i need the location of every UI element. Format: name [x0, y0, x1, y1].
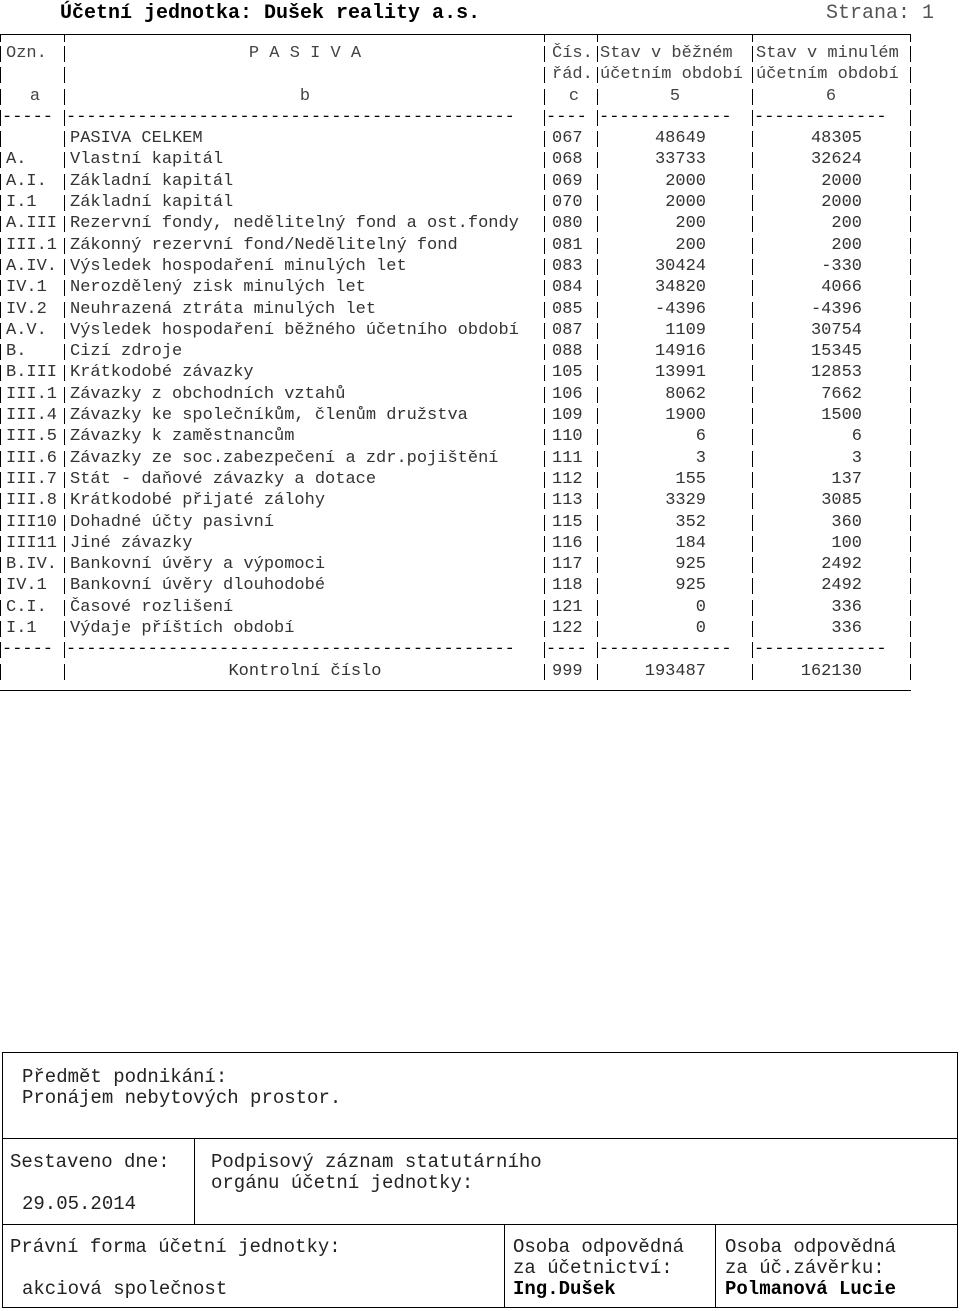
row-name: Bankovní úvěry dlouhodobé — [70, 576, 326, 596]
row-line-number: 117 — [552, 555, 583, 575]
table-separator — [0, 107, 911, 128]
row-code: A. — [6, 150, 27, 170]
separator-dash: ------------- — [599, 640, 732, 660]
row-name: Závazky k zaměstnancům — [70, 427, 295, 447]
closing-person: Polmanová Lucie — [725, 1278, 897, 1300]
table-row — [0, 512, 911, 533]
row-code: III.1 — [6, 235, 58, 255]
table-row — [0, 554, 911, 575]
table-row — [0, 362, 911, 383]
table-row — [0, 426, 911, 447]
control-current-value: 193487 — [644, 661, 706, 681]
row-code: A.IV. — [6, 256, 58, 276]
row-previous-value: -330 — [821, 256, 862, 276]
row-code: III.1 — [6, 384, 58, 404]
table-row — [0, 490, 911, 511]
header-current: Stav v běžném — [600, 44, 733, 63]
row-current-value: 33733 — [654, 150, 706, 170]
row-current-value: 48649 — [654, 129, 706, 149]
row-code: A.V. — [6, 320, 47, 340]
row-current-value: 200 — [675, 235, 706, 255]
table-header-row — [0, 86, 911, 107]
signature-label-2: orgánu účetní jednotky: — [211, 1172, 474, 1194]
accounting-label-2: za účetnictví: — [513, 1257, 673, 1279]
row-name: Základní kapitál — [70, 193, 234, 213]
header-col-6: 6 — [825, 86, 837, 106]
header-pasiva: P A S I V A — [248, 44, 362, 63]
closing-label-1: Osoba odpovědná — [725, 1236, 897, 1258]
row-code: I.1 — [6, 619, 37, 639]
row-previous-value: 3 — [851, 448, 862, 468]
row-line-number: 080 — [552, 214, 583, 234]
control-number-label: Kontrolní číslo — [228, 661, 382, 681]
row-name: Časové rozlišení — [70, 597, 234, 617]
legal-form-value: akciová společnost — [22, 1278, 228, 1300]
row-previous-value: 2492 — [821, 576, 862, 596]
row-code: III10 — [6, 512, 58, 532]
row-previous-value: 2000 — [821, 171, 862, 191]
accounting-person: Ing.Dušek — [513, 1278, 616, 1300]
row-previous-value: 12853 — [810, 363, 862, 383]
header-col-c: c — [568, 86, 580, 106]
row-name: Výsledek hospodaření minulých let — [70, 256, 407, 276]
row-previous-value: 336 — [831, 619, 862, 639]
header-current-period: účetním období — [600, 65, 743, 85]
row-previous-value: 200 — [831, 235, 862, 255]
row-line-number: 116 — [552, 533, 583, 553]
table-row — [0, 597, 911, 618]
frame-tick — [544, 34, 545, 42]
control-number-row — [0, 661, 911, 682]
row-current-value: 13991 — [654, 363, 706, 383]
frame-tick — [597, 34, 598, 42]
row-previous-value: 4066 — [821, 278, 862, 298]
row-previous-value: 15345 — [810, 342, 862, 362]
row-current-value: 3329 — [665, 491, 706, 511]
row-line-number: 070 — [552, 193, 583, 213]
row-name: Cizí zdroje — [70, 342, 183, 362]
row-current-value: 0 — [695, 619, 706, 639]
row-previous-value: 2000 — [821, 193, 862, 213]
row-current-value: 0 — [695, 597, 706, 617]
table-row — [0, 533, 911, 554]
table-row — [0, 341, 911, 362]
row-line-number: 112 — [552, 469, 583, 489]
row-previous-value: 7662 — [821, 384, 862, 404]
row-previous-value: 48305 — [810, 129, 862, 149]
row-line-number: 110 — [552, 427, 583, 447]
row-current-value: 200 — [675, 214, 706, 234]
table-row — [0, 320, 911, 341]
table-header-row — [0, 64, 911, 85]
row-name: Dohadné účty pasivní — [70, 512, 275, 532]
control-previous-value: 162130 — [800, 661, 862, 681]
compiled-date: 29.05.2014 — [22, 1193, 137, 1215]
row-code: B.IV. — [6, 555, 58, 575]
frame-tick — [64, 34, 65, 42]
row-previous-value: -4396 — [810, 299, 862, 319]
row-line-number: 085 — [552, 299, 583, 319]
row-previous-value: 1500 — [821, 406, 862, 426]
row-code — [6, 128, 64, 149]
table-row — [0, 149, 911, 170]
row-line-number: 115 — [552, 512, 583, 532]
table-row — [0, 299, 911, 320]
header-rad: řád. — [552, 65, 593, 85]
row-previous-value: 30754 — [810, 320, 862, 340]
row-line-number: 067 — [552, 129, 583, 149]
row-previous-value: 6 — [851, 427, 862, 447]
table-row — [0, 277, 911, 298]
separator-dash: ------------- — [754, 107, 887, 127]
row-name: Závazky ke společníkům, členům družstva — [70, 406, 468, 426]
table-row — [0, 575, 911, 596]
row-previous-value: 100 — [831, 533, 862, 553]
balance-sheet-table — [0, 43, 911, 682]
row-current-value: 8062 — [665, 384, 706, 404]
row-code: III.8 — [6, 491, 58, 511]
row-name: Nerozdělený zisk minulých let — [70, 278, 366, 298]
closing-label-2: za úč.závěrku: — [725, 1257, 885, 1279]
row-code: IV.1 — [6, 576, 47, 596]
frame-tick — [910, 34, 911, 42]
table-row — [0, 448, 911, 469]
row-line-number: 121 — [552, 597, 583, 617]
separator-dash: ------------- — [599, 107, 732, 127]
row-code: B.III — [6, 363, 58, 383]
table-row — [0, 256, 911, 277]
table-header-row — [0, 43, 911, 64]
row-line-number: 106 — [552, 384, 583, 404]
row-code: III.7 — [6, 469, 58, 489]
compiled-label: Sestaveno dne: — [10, 1151, 170, 1173]
header-col-a: a — [29, 86, 41, 106]
row-code: C.I. — [6, 597, 47, 617]
row-name: Závazky z obchodních vztahů — [70, 384, 346, 404]
row-previous-value: 360 — [831, 512, 862, 532]
row-line-number: 083 — [552, 256, 583, 276]
header-previous: Stav v minulém — [756, 44, 899, 63]
header-cis: Čís. — [552, 44, 593, 63]
table-row — [0, 618, 911, 639]
row-current-value: 155 — [675, 469, 706, 489]
table-row — [0, 171, 911, 192]
row-previous-value: 2492 — [821, 555, 862, 575]
header-col-b: b — [299, 86, 311, 106]
row-current-value: 3 — [695, 448, 706, 468]
row-line-number: 111 — [552, 448, 583, 468]
row-name: Vlastní kapitál — [70, 150, 224, 170]
header-ozn: Ozn. — [6, 44, 47, 63]
row-previous-value: 200 — [831, 214, 862, 234]
row-line-number: 084 — [552, 278, 583, 298]
row-line-number: 122 — [552, 619, 583, 639]
row-code: I.1 — [6, 193, 37, 213]
control-line-number: 999 — [552, 661, 583, 681]
header-previous-period: účetním období — [756, 65, 899, 85]
row-line-number: 068 — [552, 150, 583, 170]
row-line-number: 118 — [552, 576, 583, 596]
subject-value: Pronájem nebytových prostor. — [22, 1087, 342, 1109]
row-name: Krátkodobé přijaté zálohy — [70, 491, 326, 511]
row-current-value: 6 — [695, 427, 706, 447]
separator-dash: -------------------------------------------- — [66, 640, 515, 660]
row-current-value: 34820 — [654, 278, 706, 298]
row-name: Krátkodobé závazky — [70, 363, 254, 383]
row-current-value: 2000 — [665, 171, 706, 191]
row-name: Výsledek hospodaření běžného účetního období — [70, 320, 519, 340]
row-code: B. — [6, 342, 27, 362]
table-separator — [0, 639, 911, 660]
row-name: Závazky ze soc.zabezpečení a zdr.pojištění — [70, 448, 499, 468]
row-name: Neuhrazená ztráta minulých let — [70, 299, 377, 319]
row-code: IV.1 — [6, 278, 47, 298]
row-name: PASIVA CELKEM — [70, 129, 203, 149]
row-name: Jiné závazky — [70, 533, 193, 553]
row-line-number: 105 — [552, 363, 583, 383]
table-row — [0, 405, 911, 426]
frame-tick — [752, 34, 753, 42]
row-current-value: 14916 — [654, 342, 706, 362]
header-col-5: 5 — [669, 86, 681, 106]
table-row — [0, 235, 911, 256]
subject-label: Předmět podnikání: — [22, 1066, 228, 1088]
row-current-value: -4396 — [654, 299, 706, 319]
row-name: Základní kapitál — [70, 171, 234, 191]
row-name: Výdaje příštích období — [70, 619, 295, 639]
row-current-value: 1109 — [665, 320, 706, 340]
separator-dash: ----- — [2, 640, 54, 660]
row-current-value: 352 — [675, 512, 706, 532]
row-previous-value: 3085 — [821, 491, 862, 511]
row-code: A.III — [6, 214, 58, 234]
row-name: Rezervní fondy, nedělitelný fond a ost.fondy — [70, 214, 519, 234]
row-line-number: 081 — [552, 235, 583, 255]
row-code: III.6 — [6, 448, 58, 468]
row-code: III11 — [6, 533, 58, 553]
entity-title: Účetní jednotka: Dušek reality a.s. — [60, 2, 481, 25]
page-number: Strana: 1 — [826, 2, 935, 25]
separator-dash: ---- — [546, 640, 587, 660]
signature-label-1: Podpisový záznam statutárního — [211, 1151, 542, 1173]
table-row — [0, 192, 911, 213]
table-row — [0, 384, 911, 405]
row-current-value: 30424 — [654, 256, 706, 276]
separator-dash: -------------------------------------------- — [66, 107, 515, 127]
table-row — [0, 213, 911, 234]
row-line-number: 113 — [552, 491, 583, 511]
table-bottom-border — [0, 690, 911, 691]
row-code: IV.2 — [6, 299, 47, 319]
row-line-number: 087 — [552, 320, 583, 340]
separator-dash: ---- — [546, 107, 587, 127]
row-code: A.I. — [6, 171, 47, 191]
row-name: Stát - daňové závazky a dotace — [70, 469, 377, 489]
row-name: Bankovní úvěry a výpomoci — [70, 555, 326, 575]
row-name: Zákonný rezervní fond/Nedělitelný fond — [70, 235, 458, 255]
row-current-value: 184 — [675, 533, 706, 553]
separator-dash: ----- — [2, 107, 54, 127]
table-row — [0, 469, 911, 490]
row-previous-value: 336 — [831, 597, 862, 617]
row-current-value: 925 — [675, 576, 706, 596]
accounting-label-1: Osoba odpovědná — [513, 1236, 685, 1258]
row-code: III.4 — [6, 406, 58, 426]
table-top-border — [0, 34, 911, 35]
row-line-number: 109 — [552, 406, 583, 426]
row-current-value: 2000 — [665, 193, 706, 213]
row-previous-value: 32624 — [810, 150, 862, 170]
row-current-value: 1900 — [665, 406, 706, 426]
row-current-value: 925 — [675, 555, 706, 575]
frame-tick — [0, 34, 1, 42]
row-line-number: 069 — [552, 171, 583, 191]
legal-form-label: Právní forma účetní jednotky: — [10, 1236, 341, 1258]
row-line-number: 088 — [552, 342, 583, 362]
table-row — [0, 128, 911, 149]
row-previous-value: 137 — [831, 469, 862, 489]
separator-dash: ------------- — [754, 640, 887, 660]
row-code: III.5 — [6, 427, 58, 447]
